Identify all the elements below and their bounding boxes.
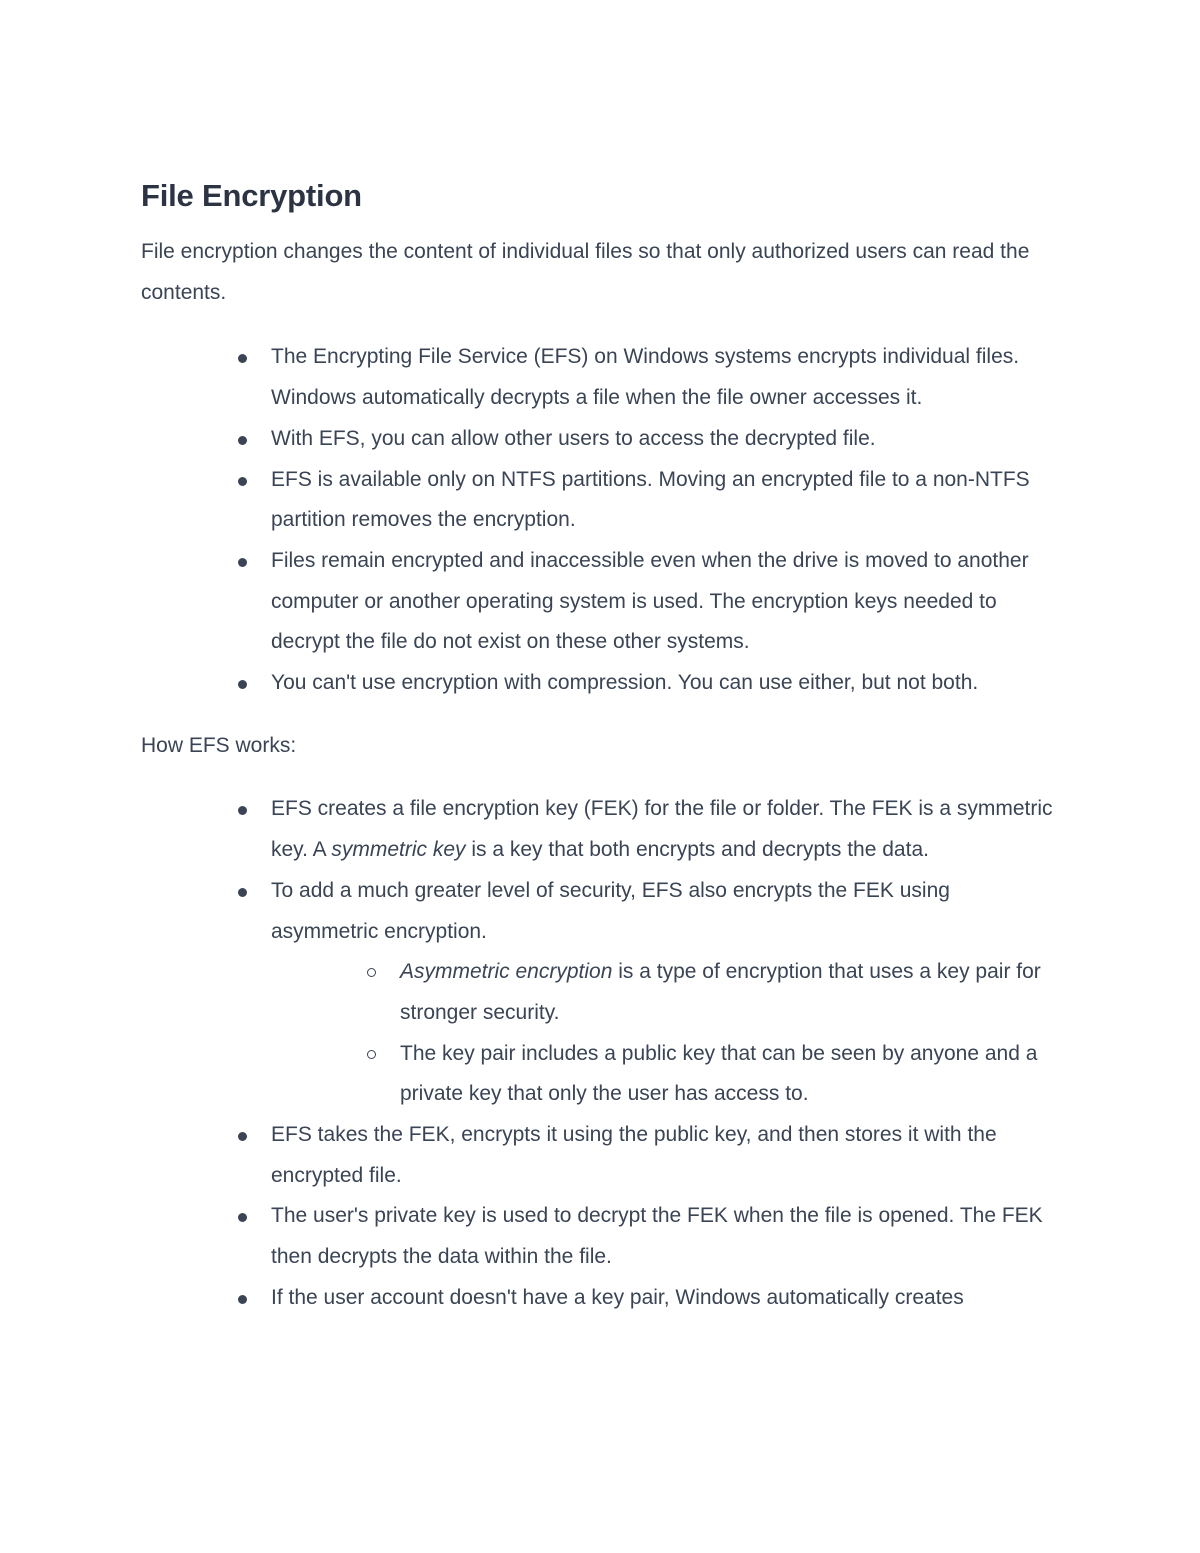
list-item: Files remain encrypted and inaccessible even when the drive is moved to another computer or another operating system is used. The encryption keys needed to decrypt the file do not exist on these other systems. xyxy=(271,541,1061,663)
text-segment: is a type of encryption that uses a key pair for stronger security. xyxy=(400,960,1041,1024)
sub-list-item: The key pair includes a public key that can be seen by anyone and a private key that only the user has access to. xyxy=(400,1034,1060,1115)
efs-facts-list xyxy=(141,337,1061,703)
list-item xyxy=(271,789,1061,870)
intro-paragraph: File encryption changes the content of individual files so that only authorized users can read the contents. xyxy=(141,240,1030,304)
sub-list-item xyxy=(400,952,1060,1033)
text-segment: EFS creates a file encryption key (FEK) for the file or folder. The FEK is a symmetric key. A xyxy=(271,797,1053,862)
emphasized-term: symmetric key xyxy=(331,838,466,862)
document-page xyxy=(141,172,1061,1319)
list-item: The user's private key is used to decrypt the FEK when the file is opened. The FEK then decrypts the data within the file. xyxy=(271,1196,1061,1277)
list-item: If the user account doesn't have a key pair, Windows automatically creates xyxy=(271,1278,1061,1319)
how-efs-works-list xyxy=(141,789,1061,1318)
list-item: You can't use encryption with compression. You can use either, but not both. xyxy=(271,663,1061,704)
emphasized-term: Asymmetric encryption xyxy=(400,960,613,984)
list-item: With EFS, you can allow other users to access the decrypted file. xyxy=(271,419,1061,460)
how-efs-works-heading: How EFS works: xyxy=(141,733,297,757)
sub-list xyxy=(271,952,1061,1115)
page-title: File Encryption xyxy=(141,178,362,213)
text-segment: To add a much greater level of security, EFS also encrypts the FEK using asymmetric encryption. xyxy=(271,878,950,943)
list-item: EFS is available only on NTFS partitions. Moving an encrypted file to a non-NTFS partition removes the encryption. xyxy=(271,460,1061,541)
list-item: EFS takes the FEK, encrypts it using the public key, and then stores it with the encrypted file. xyxy=(271,1115,1061,1196)
list-item: The Encrypting File Service (EFS) on Windows systems encrypts individual files. Windows automatically decrypts a file when the file owner accesses it. xyxy=(271,337,1061,418)
text-segment: is a key that both encrypts and decrypts the data. xyxy=(465,838,929,862)
list-item xyxy=(271,871,1061,1115)
